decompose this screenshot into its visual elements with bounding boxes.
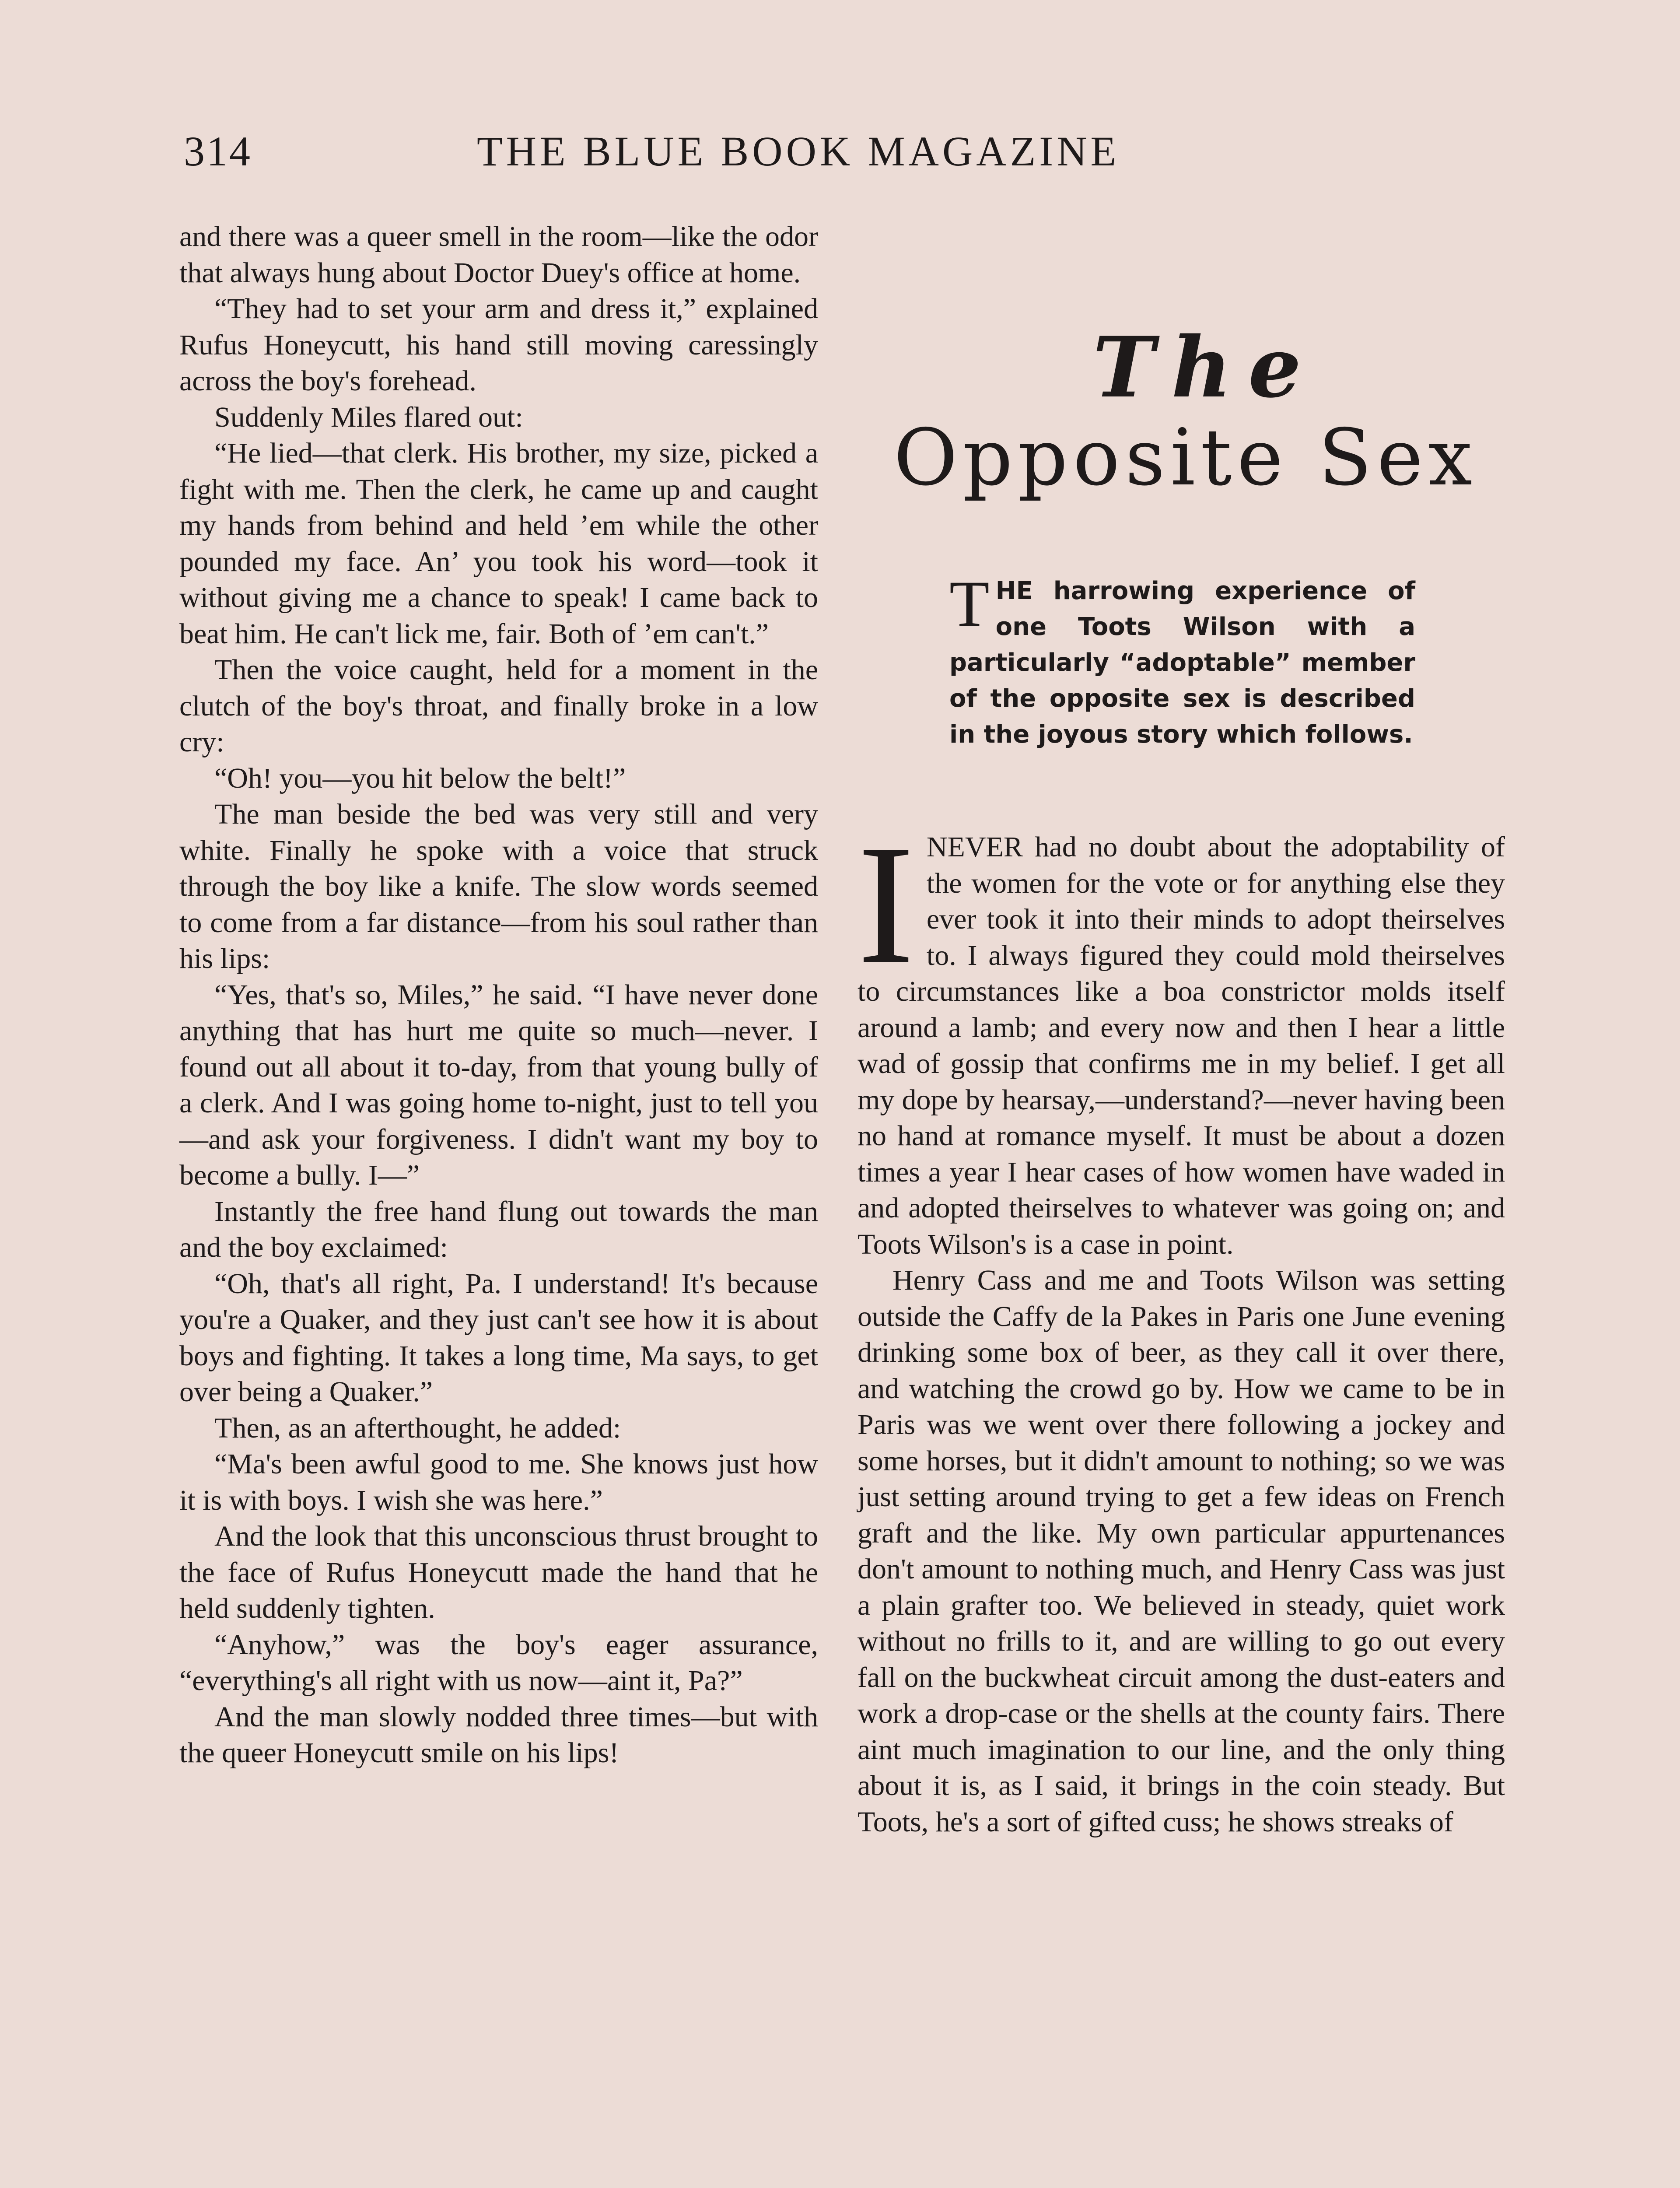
paragraph: “They had to set your arm and dress it,” explained Rufus Honeycutt, his hand still moving caressingly across the boy's forehead. xyxy=(179,293,818,397)
paragraph: Suddenly Miles flared out: xyxy=(214,401,523,433)
paragraph: “Ma's been awful good to me. She knows just how it is with boys. I wish she was here.” xyxy=(179,1448,818,1516)
paragraph: “He lied—that clerk. His brother, my size, picked a fight with me. Then the clerk, he came up and caught my hands from behind and held ’em while the other pounded my face. An’ you took his word—took it without giving me a chance to speak! I came back to beat him. He can't lick me, fair. Both of ’em can't.” xyxy=(179,437,818,650)
paragraph: And the look that this unconscious thrust brought to the face of Rufus Honeycutt made the hand that he held suddenly tighten. xyxy=(179,1520,818,1624)
story-second-paragraph: Henry Cass and me and Toots Wilson was setting outside the Caffy de la Pakes in Paris one June evening drinking some box of beer, as they call it over there, and watching the crowd go by. How we came to be in Paris was we went over there following a jockey and some horses, but it didn't amount to nothing; so we was just setting around trying to get a few ideas on French graft and the like. My own particular appurtenances don't amount to nothing much, and Henry Cass was just a plain grafter too. We believed in steady, quiet work without no frills to it, and are willing to go out every fall on the buckwheat circuit among the dust-eaters and work a drop-case or the shells at the county fairs. There aint much imagination to our line, and the only thing about it is, as I said, it brings in the coin steady. But Toots, he's a sort of gifted cuss; he shows streaks of xyxy=(858,1264,1505,1838)
page-number: 314 xyxy=(184,128,252,175)
story-title xyxy=(858,319,1514,503)
story-title-main: Opposite Sex xyxy=(893,412,1478,503)
paragraph: The man beside the bed was very still and very white. Finally he spoke with a voice that struck through the boy like a knife. The slow words seemed to come from a far distance—from his soul rather than his lips: xyxy=(179,798,818,975)
drop-cap: I xyxy=(858,810,914,999)
story-first-paragraph-text: NEVER had no doubt about the adoptability of the women for the vote or for anything else they ever took it into their minds to adopt theirselves to. I always figured they could mold theirselves to circumstances like a boa constrictor molds itself around a lamb; and every now and then I hear a little wad of gossip that confirms me in my belief. I get all my dope by hearsay,—understand?—never having been no hand at romance myself. It must be about a dozen times a year I hear cases of how women have waded in and adopted theirselves to whatever was going on; and Toots Wilson's is a case in point. xyxy=(858,831,1505,1260)
story-intro-blurb xyxy=(949,568,1415,753)
paragraph: “Anyhow,” was the boy's eager assurance, “everything's all right with us now—aint it, Pa?” xyxy=(179,1628,818,1697)
running-head: THE BLUE BOOK MAGAZINE xyxy=(477,128,1120,175)
intro-initial: T xyxy=(949,568,990,640)
page-header xyxy=(179,118,1247,188)
right-column xyxy=(858,810,1505,1840)
paragraph: Instantly the free hand flung out towards the man and the boy exclaimed: xyxy=(179,1195,818,1263)
paragraph: “Oh! you—you hit below the belt!” xyxy=(214,762,626,794)
paragraph: Then the voice caught, held for a moment in the clutch of the boy's throat, and finally broke in a low cry: xyxy=(179,654,818,758)
paragraph: “Yes, that's so, Miles,” he said. “I have never done anything that has hurt me quite so much—never. I found out all about it to-day, from that young bully of a clerk. And I was going home to-night, just to tell you—and ask your forgiveness. I didn't want my boy to become a bully. I—” xyxy=(179,978,818,1191)
paragraph: and there was a queer smell in the room—like the odor that always hung about Doctor Duey's office at home. xyxy=(179,221,818,289)
story-first-paragraph xyxy=(858,810,1505,1262)
intro-text: HE harrowing experience of one Toots Wilson with a particularly “adoptable” member of the opposite sex is described in the joyous story which follows. xyxy=(949,577,1415,749)
paragraph: And the man slowly nodded three times—but with the queer Honeycutt smile on his lips! xyxy=(179,1701,818,1769)
left-column xyxy=(179,219,818,1771)
paragraph: “Oh, that's all right, Pa. I understand! It's because you're a Quaker, and they just can't see how it is about boys and fighting. It takes a long time, Ma says, to get over being a Quaker.” xyxy=(179,1267,818,1408)
story-title-the: The xyxy=(1092,319,1318,416)
paragraph: Then, as an afterthought, he added: xyxy=(214,1412,621,1444)
